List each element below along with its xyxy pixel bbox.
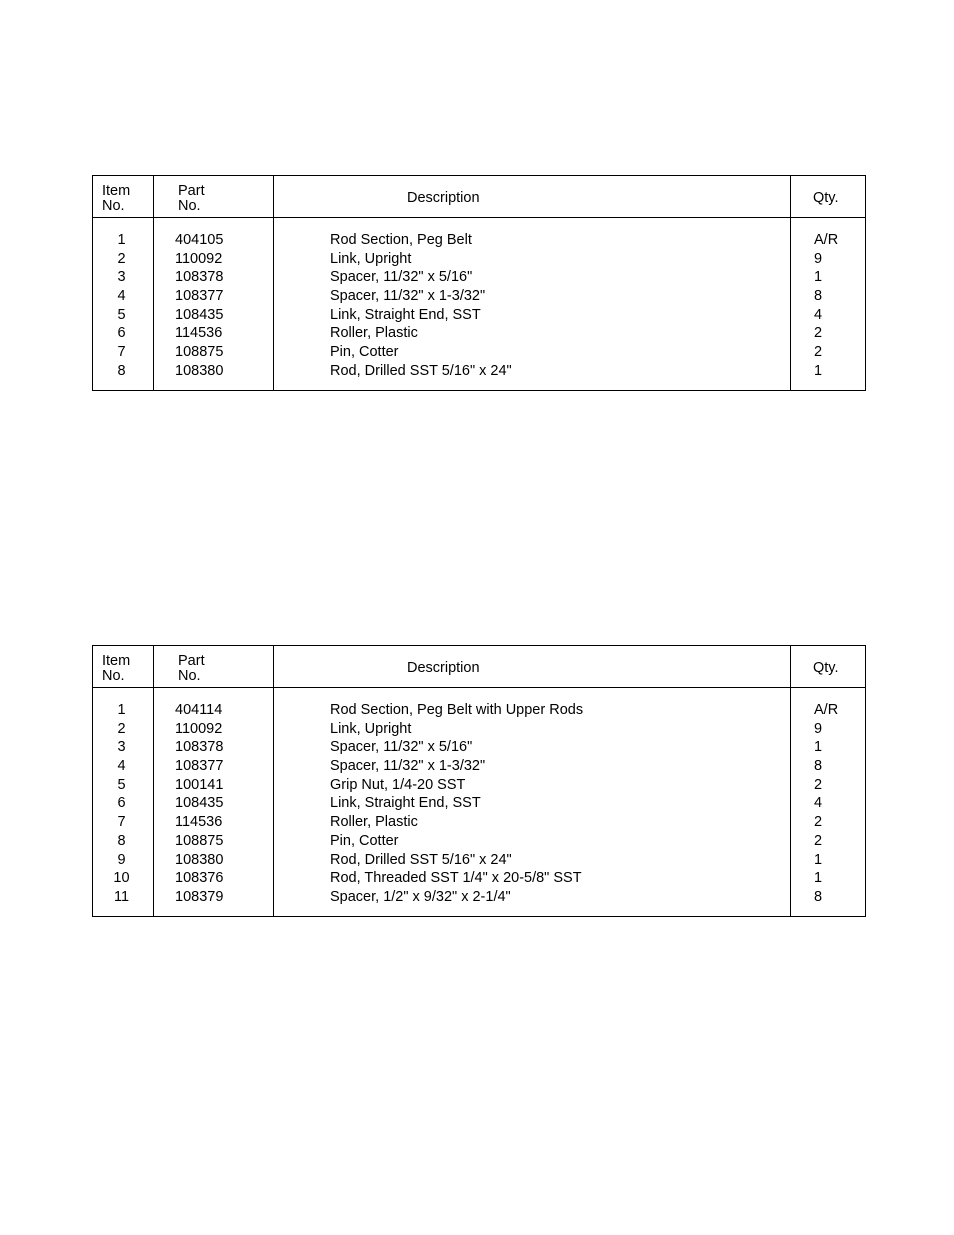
cell-description: Spacer, 11/32" x 1-3/32" bbox=[330, 758, 486, 775]
cell-qty: 2 bbox=[814, 814, 823, 831]
table-row bbox=[93, 701, 865, 720]
table-header bbox=[93, 176, 865, 218]
cell-part-no: 108377 bbox=[175, 758, 224, 775]
cell-qty: 4 bbox=[814, 306, 823, 323]
cell-part-no: 108435 bbox=[175, 306, 224, 323]
cell-item-no: 8 bbox=[117, 832, 126, 849]
header-qty: Qty. bbox=[813, 190, 839, 206]
table-row bbox=[93, 794, 865, 813]
cell-item-no: 6 bbox=[117, 325, 126, 342]
cell-description: Link, Straight End, SST bbox=[330, 306, 481, 323]
header-item-line2: No. bbox=[102, 668, 125, 684]
header-part-line1: Part bbox=[178, 653, 205, 669]
table-row bbox=[93, 757, 865, 776]
cell-part-no: 110092 bbox=[175, 250, 223, 267]
table-row bbox=[93, 231, 865, 250]
cell-qty: 1 bbox=[814, 870, 823, 887]
cell-item-no: 7 bbox=[117, 344, 126, 361]
cell-description: Pin, Cotter bbox=[330, 832, 399, 849]
cell-part-no: 114536 bbox=[175, 814, 223, 831]
cell-description: Spacer, 11/32" x 1-3/32" bbox=[330, 288, 486, 305]
table-row bbox=[93, 851, 865, 870]
header-part-no bbox=[178, 184, 205, 214]
header-description: Description bbox=[407, 190, 480, 206]
cell-part-no: 108378 bbox=[175, 269, 224, 286]
cell-qty: 4 bbox=[814, 795, 823, 812]
cell-qty: A/R bbox=[814, 232, 839, 248]
cell-qty: 2 bbox=[814, 325, 823, 342]
header-part-line2: No. bbox=[178, 198, 201, 214]
cell-item-no: 7 bbox=[117, 814, 126, 831]
cell-qty: 2 bbox=[814, 344, 823, 361]
cell-description: Roller, Plastic bbox=[330, 814, 418, 831]
cell-item-no: 4 bbox=[117, 758, 126, 775]
header-item-no bbox=[102, 184, 130, 214]
cell-qty: 8 bbox=[814, 758, 823, 775]
cell-description: Roller, Plastic bbox=[330, 325, 418, 342]
cell-item-no: 2 bbox=[117, 720, 126, 737]
cell-item-no: 10 bbox=[113, 870, 130, 887]
cell-part-no: 114536 bbox=[175, 325, 223, 342]
header-item-line2: No. bbox=[102, 198, 125, 214]
cell-item-no: 4 bbox=[117, 288, 126, 305]
cell-description: Rod, Threaded SST 1/4" x 20-5/8" SST bbox=[330, 870, 582, 887]
cell-item-no: 9 bbox=[117, 851, 126, 868]
table-body bbox=[93, 231, 865, 381]
cell-part-no: 108875 bbox=[175, 832, 224, 849]
table-row bbox=[93, 720, 865, 739]
cell-part-no: 404114 bbox=[175, 702, 223, 718]
cell-description: Grip Nut, 1/4-20 SST bbox=[330, 776, 466, 793]
cell-description: Link, Upright bbox=[330, 250, 412, 267]
cell-qty: A/R bbox=[814, 702, 839, 718]
cell-qty: 1 bbox=[814, 269, 823, 286]
cell-qty: 2 bbox=[814, 832, 823, 849]
cell-description: Spacer, 1/2" x 9/32" x 2-1/4" bbox=[330, 888, 511, 905]
table-row bbox=[93, 362, 865, 381]
header-part-line1: Part bbox=[178, 183, 205, 199]
cell-part-no: 108435 bbox=[175, 795, 224, 812]
table-row bbox=[93, 268, 865, 287]
table-row bbox=[93, 287, 865, 306]
header-part-no bbox=[178, 654, 205, 684]
cell-description: Rod, Drilled SST 5/16" x 24" bbox=[330, 362, 512, 379]
header-item-no bbox=[102, 654, 130, 684]
cell-qty: 1 bbox=[814, 739, 823, 756]
cell-item-no: 1 bbox=[117, 232, 126, 248]
cell-item-no: 3 bbox=[117, 739, 126, 756]
cell-item-no: 11 bbox=[113, 888, 130, 905]
cell-description: Link, Straight End, SST bbox=[330, 795, 481, 812]
header-qty: Qty. bbox=[813, 660, 839, 676]
table-row bbox=[93, 888, 865, 907]
table-row bbox=[93, 832, 865, 851]
cell-part-no: 108378 bbox=[175, 739, 224, 756]
cell-qty: 9 bbox=[814, 250, 823, 267]
table-row bbox=[93, 738, 865, 757]
cell-item-no: 8 bbox=[117, 362, 126, 379]
cell-description: Spacer, 11/32" x 5/16" bbox=[330, 269, 473, 286]
cell-description: Pin, Cotter bbox=[330, 344, 399, 361]
table-row bbox=[93, 813, 865, 832]
cell-item-no: 5 bbox=[117, 776, 126, 793]
table-row bbox=[93, 343, 865, 362]
cell-item-no: 6 bbox=[117, 795, 126, 812]
parts-table-1 bbox=[92, 175, 866, 391]
header-item-line1: Item bbox=[102, 653, 131, 669]
header-part-line2: No. bbox=[178, 668, 201, 684]
cell-part-no: 108875 bbox=[175, 344, 224, 361]
table-header bbox=[93, 646, 865, 688]
header-description: Description bbox=[407, 660, 480, 676]
cell-part-no: 110092 bbox=[175, 720, 223, 737]
cell-item-no: 3 bbox=[117, 269, 126, 286]
table-body bbox=[93, 701, 865, 907]
cell-item-no: 2 bbox=[117, 250, 126, 267]
cell-qty: 8 bbox=[814, 888, 823, 905]
cell-description: Rod, Drilled SST 5/16" x 24" bbox=[330, 851, 512, 868]
cell-part-no: 108379 bbox=[175, 888, 224, 905]
cell-description: Rod Section, Peg Belt bbox=[330, 232, 472, 248]
cell-qty: 1 bbox=[814, 362, 823, 379]
cell-part-no: 108380 bbox=[175, 362, 224, 379]
cell-part-no: 100141 bbox=[175, 776, 224, 793]
cell-qty: 9 bbox=[814, 720, 823, 737]
cell-item-no: 1 bbox=[117, 702, 126, 718]
cell-qty: 8 bbox=[814, 288, 823, 305]
cell-part-no: 404105 bbox=[175, 232, 224, 248]
cell-item-no: 5 bbox=[117, 306, 126, 323]
header-item-line1: Item bbox=[102, 183, 131, 199]
table-row bbox=[93, 776, 865, 795]
parts-table-2 bbox=[92, 645, 866, 917]
cell-description: Spacer, 11/32" x 5/16" bbox=[330, 739, 473, 756]
table-row bbox=[93, 250, 865, 269]
cell-qty: 1 bbox=[814, 851, 823, 868]
table-row bbox=[93, 306, 865, 325]
cell-qty: 2 bbox=[814, 776, 823, 793]
cell-description: Link, Upright bbox=[330, 720, 412, 737]
cell-part-no: 108377 bbox=[175, 288, 224, 305]
cell-part-no: 108380 bbox=[175, 851, 224, 868]
cell-description: Rod Section, Peg Belt with Upper Rods bbox=[330, 702, 584, 718]
table-row bbox=[93, 869, 865, 888]
table-row bbox=[93, 324, 865, 343]
cell-part-no: 108376 bbox=[175, 870, 224, 887]
